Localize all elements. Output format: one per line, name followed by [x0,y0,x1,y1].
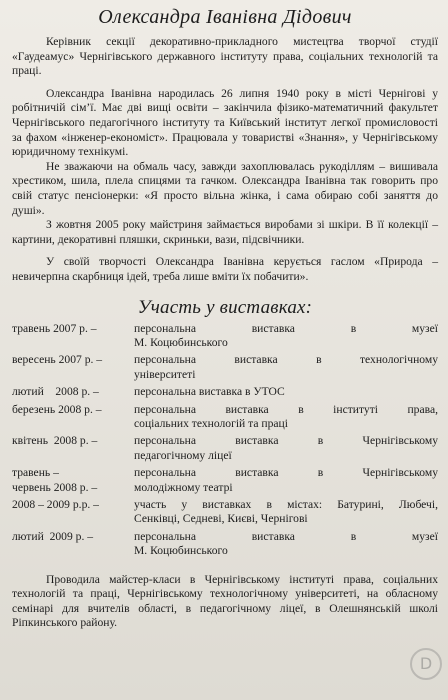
exhibition-date: вересень 2007 р. – [12,353,103,367]
exhibition-line2: педагогічному ліцеї [134,448,232,462]
exhibition-row [12,466,438,495]
exhibition-row [12,403,438,432]
exhibition-line2: соціальних технологій та праці [134,416,288,430]
exhibition-line1: персональна виставка в УТОС [134,385,285,399]
exhibition-line2: Сенківці, Седневі, Києві, Чернігові [134,512,308,526]
exhibitions-list [12,322,438,559]
paragraph-position: Керівник секції декоративно-прикладного мистецтва творчої студії «Гаудеамус» Чернігівського державного інституту права, соціальних технологій та праці. [12,35,438,78]
paragraph-motto: У своїй творчості Олександра Іванівна керується гаслом «Природа – невичерпна скарбниця ідей, треба лише вміти їх побачити». [12,255,438,283]
exhibition-row [12,530,438,559]
exhibition-description [134,353,438,382]
paragraph-leather: З жовтня 2005 року майстриня займається виробами зі шкіри. В її колекції – картини, декоративні пляшки, скриньки, вази, підсвічники. [12,218,438,246]
exhibition-line1: персональна виставка в інституті права, [134,402,438,416]
exhibition-line1: участь у виставках в містах: Батурині, Любечі, [134,497,438,511]
exhibition-row [12,385,438,399]
paragraph-master-classes: Проводила майстер-класи в Чернігівському інституті права, соціальних технологій та праці, Чернігівському технологічному університеті, на обласному семінарі для вчителів області, в педагогічному ліцеї, в Олешнянській школі Ріпкинського району. [12,572,438,630]
watermark-icon: D [410,648,442,680]
paragraph-hobbies: Не зважаючи на обмаль часу, завжди захоплювалась рукоділлям – вишивала хрестиком, шила, плела спицями та гачком. Олександра Іванівна так говорить про свій статус пенсіонерки: «Я просто вільна жінка, і сама обираю собі заняття до душі». [12,159,438,217]
exhibition-description [134,530,438,559]
exhibition-line1: персональна виставка в Чернігівському [134,466,438,480]
exhibition-line1: персональна виставка в технологічному [134,353,438,367]
exhibition-description [134,498,438,527]
exhibition-date: травень 2007 р. – [12,321,97,335]
exhibition-date: 2008 – 2009 р.р. – [12,497,99,511]
paragraph-biography: Олександра Іванівна народилась 26 липня 1940 року в місті Чернігові у робітничій сім’ї. Має дві вищі освіти – закінчила фізико-математичний факультет Чернігівського педагогічного інституту та Київський інститут легкої промисловості за фахом «інженер-економіст». Працювала у товаристві «Знання», у Чернігівському юридичному технікумі. [12,86,438,159]
exhibition-date: березень 2008 р. – [12,402,102,416]
exhibitions-heading: Участь у виставках: [137,296,313,318]
exhibition-line2: М. Коцюбинського [134,335,228,349]
exhibition-line1: персональна виставка в Чернігівському [134,434,438,448]
exhibition-line2: університеті [134,367,196,381]
exhibition-date: травень – червень 2008 р. – [12,466,98,494]
document-title: Олександра Іванівна Дідович [98,6,352,28]
exhibition-description [134,403,438,432]
exhibition-row [12,498,438,527]
exhibition-line1: персональна виставка в музеї [134,529,438,543]
exhibition-description [134,322,438,351]
exhibition-row [12,434,438,463]
exhibition-description [134,466,438,495]
exhibition-description [134,434,438,463]
exhibition-row [12,353,438,382]
exhibition-line1: персональна виставка в музеї [134,321,438,335]
exhibition-line2: молодіжному театрі [134,480,233,494]
exhibition-date: лютий 2009 р. – [12,529,94,543]
exhibition-date: лютий 2008 р. – [12,385,99,399]
exhibition-description [134,385,438,399]
exhibition-row [12,322,438,351]
exhibition-date: квітень 2008 р. – [12,434,98,448]
exhibition-line2: М. Коцюбинського [134,544,228,558]
